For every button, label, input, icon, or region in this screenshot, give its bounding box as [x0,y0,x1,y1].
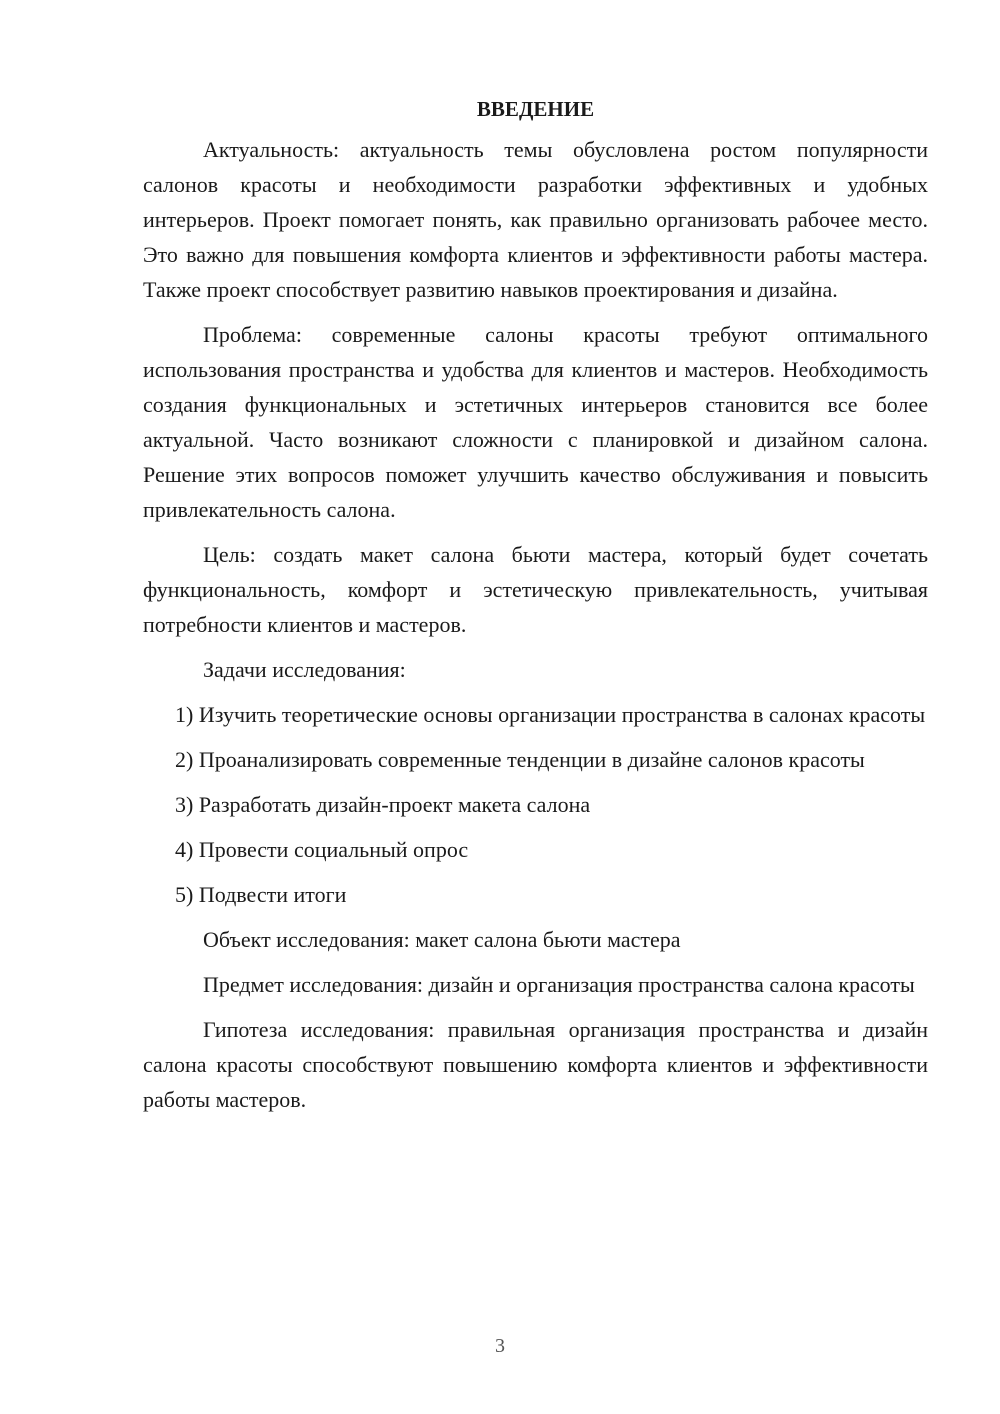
task-item-5: 5) Подвести итоги [175,882,347,907]
task-item-1: 1) Изучить теоретические основы организации пространства в салонах красоты [175,702,926,727]
subject-paragraph: Предмет исследования: дизайн и организация пространства салона красоты [203,972,915,997]
task-item-4: 4) Провести социальный опрос [175,837,469,862]
problem-paragraph: Проблема: современные салоны красоты требуют оптимального использования пространства и удобства для клиентов и мастеров. Необходимость создания функциональных и эстетичных интерьеров становится все более актуальной. Часто возникают сложности с планировкой и дизайном салона. Решение этих вопросов поможет улучшить качество обслуживания и повысить привлекательность салона. [143,322,928,522]
task-item-2: 2) Проанализировать современные тенденции в дизайне салонов красоты [175,747,865,772]
relevance-paragraph: Актуальность: актуальность темы обусловлена ростом популярности салонов красоты и необходимости разработки эффективных и удобных интерьеров. Проект помогает понять, как правильно организовать рабочее место. Это важно для повышения комфорта клиентов и эффективности работы мастера. Также проект способствует развитию навыков проектирования и дизайна. [143,137,928,302]
page-number: 3 [495,1335,505,1357]
task-item-3: 3) Разработать дизайн-проект макета салона [175,792,591,817]
document-page [143,92,928,1127]
object-paragraph: Объект исследования: макет салона бьюти мастера [203,927,681,952]
goal-paragraph: Цель: создать макет салона бьюти мастера, который будет сочетать функциональность, комфорт и эстетическую привлекательность, учитывая потребности клиентов и мастеров. [143,542,928,637]
tasks-heading: Задачи исследования: [203,657,406,682]
page-title: ВВЕДЕНИЕ [476,97,595,121]
hypothesis-paragraph: Гипотеза исследования: правильная организация пространства и дизайн салона красоты способствуют повышению комфорта клиентов и эффективности работы мастеров. [143,1017,928,1112]
